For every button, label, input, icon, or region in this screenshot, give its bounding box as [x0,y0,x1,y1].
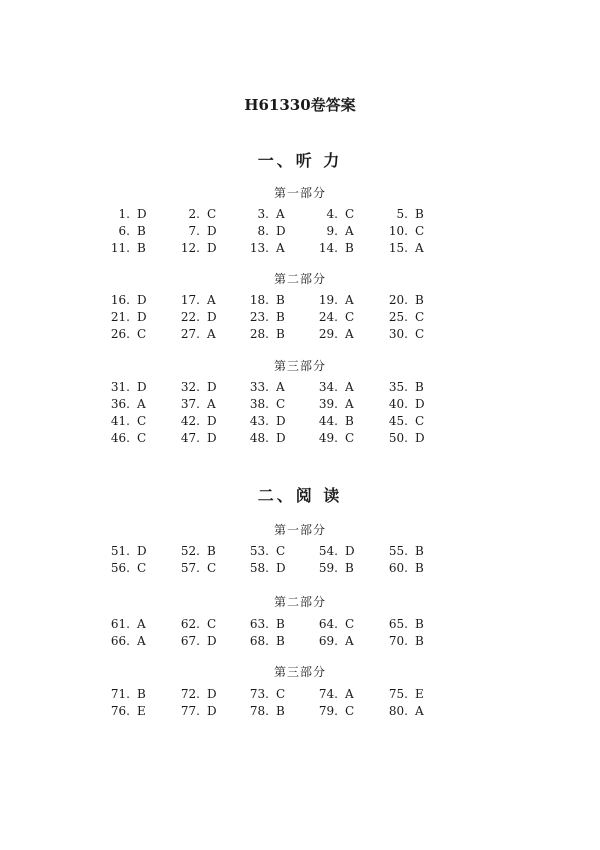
question-number: 26. [110,327,130,341]
question-number: 71. [110,687,130,701]
question-number: 3. [257,207,269,221]
answer-letter: D [137,207,147,221]
answer-grid [0,206,600,257]
answer-letter: A [345,397,354,411]
question-number: 44. [318,414,338,428]
answer-letter: A [207,397,216,411]
answer-letter: A [345,380,354,394]
answer-letter: A [137,617,146,631]
question-number: 50. [388,431,408,445]
answer-grid [0,616,600,650]
answer-item [384,560,474,577]
question-number: 39. [318,397,338,411]
question-number: 30. [388,327,408,341]
answer-letter: C [137,561,147,575]
question-number: 51. [110,544,130,558]
question-number: 73. [249,687,269,701]
answer-letter: D [207,241,217,255]
section-title-listening: 一、听 力 [257,151,343,170]
answer-item [384,616,474,633]
answer-row [0,206,600,223]
answer-row [0,379,600,396]
question-number: 72. [180,687,200,701]
answer-letter: B [276,634,285,648]
answer-letter: B [415,380,424,394]
page-title: H61330卷答案 [244,96,356,114]
answer-item [384,543,474,560]
answer-item [384,309,474,326]
answer-letter: B [137,224,146,238]
answer-letter: C [415,224,425,238]
answer-row [0,560,600,577]
answer-item [384,430,474,447]
question-number: 25. [388,310,408,324]
answer-letter: D [345,544,355,558]
part-title: 第三部分 [273,359,326,373]
answer-letter: C [345,704,355,718]
answer-item [384,396,474,413]
answer-letter: B [415,293,424,307]
answer-row [0,413,600,430]
answer-letter: C [415,327,425,341]
question-number: 54. [318,544,338,558]
answer-letter: B [345,241,354,255]
answer-letter: D [207,380,217,394]
question-number: 5. [396,207,408,221]
answer-letter: A [345,293,354,307]
question-number: 15. [388,241,408,255]
answer-item [384,240,474,257]
answer-letter: D [276,224,286,238]
answer-letter: D [207,704,217,718]
question-number: 55. [388,544,408,558]
answer-item [384,686,474,703]
answer-letter: B [345,414,354,428]
answer-letter: D [276,561,286,575]
answer-letter: C [207,207,217,221]
question-number: 48. [249,431,269,445]
answer-letter: B [415,634,424,648]
answer-item [384,703,474,720]
question-number: 18. [249,293,269,307]
question-number: 45. [388,414,408,428]
answer-grid [0,686,600,720]
question-number: 75. [388,687,408,701]
answer-letter: D [137,380,147,394]
answer-letter: C [207,561,217,575]
answer-row [0,292,600,309]
question-number: 77. [180,704,200,718]
answer-letter: A [345,327,354,341]
question-number: 59. [318,561,338,575]
question-number: 68. [249,634,269,648]
question-number: 53. [249,544,269,558]
answer-letter: A [137,634,146,648]
question-number: 66. [110,634,130,648]
question-number: 74. [318,687,338,701]
answer-letter: E [137,704,146,718]
answer-letter: B [345,561,354,575]
part-title: 第二部分 [273,272,326,286]
answer-letter: D [207,310,217,324]
question-number: 10. [388,224,408,238]
question-number: 35. [388,380,408,394]
answer-letter: A [276,207,285,221]
answer-letter: B [276,293,285,307]
question-number: 1. [118,207,130,221]
question-number: 21. [110,310,130,324]
question-number: 19. [318,293,338,307]
question-number: 27. [180,327,200,341]
question-number: 56. [110,561,130,575]
question-number: 8. [257,224,269,238]
answer-item [384,633,474,650]
question-number: 60. [388,561,408,575]
answer-row [0,703,600,720]
part-title: 第三部分 [273,665,326,679]
question-number: 4. [326,207,338,221]
answer-item [384,326,474,343]
answer-row [0,543,600,560]
question-number: 61. [110,617,130,631]
question-number: 69. [318,634,338,648]
answer-letter: C [415,310,425,324]
answer-letter: C [345,207,355,221]
answer-letter: B [137,687,146,701]
question-number: 62. [180,617,200,631]
question-number: 70. [388,634,408,648]
answer-grid [0,292,600,343]
question-number: 2. [188,207,200,221]
answer-letter: B [415,544,424,558]
answer-letter: A [415,241,424,255]
question-number: 24. [318,310,338,324]
question-number: 57. [180,561,200,575]
question-number: 65. [388,617,408,631]
answer-letter: E [415,687,424,701]
question-number: 9. [326,224,338,238]
answer-row [0,430,600,447]
question-number: 42. [180,414,200,428]
answer-letter: D [207,431,217,445]
answer-letter: C [137,414,147,428]
question-number: 76. [110,704,130,718]
answer-letter: B [276,704,285,718]
question-number: 37. [180,397,200,411]
answer-letter: A [207,327,216,341]
answer-letter: B [276,617,285,631]
question-number: 6. [118,224,130,238]
answer-letter: C [276,544,286,558]
answer-item [384,413,474,430]
question-number: 36. [110,397,130,411]
question-number: 17. [180,293,200,307]
question-number: 47. [180,431,200,445]
answer-letter: D [276,414,286,428]
part-title: 第一部分 [273,186,326,200]
answer-letter: B [415,561,424,575]
answer-letter: A [276,380,285,394]
part-title: 第一部分 [273,523,326,537]
answer-letter: A [345,224,354,238]
answer-item [384,292,474,309]
question-number: 29. [318,327,338,341]
answer-letter: C [415,414,425,428]
answer-letter: C [345,431,355,445]
question-number: 63. [249,617,269,631]
question-number: 32. [180,380,200,394]
question-number: 28. [249,327,269,341]
answer-letter: D [207,414,217,428]
answer-letter: C [137,431,147,445]
answer-letter: B [276,327,285,341]
question-number: 12. [180,241,200,255]
question-number: 34. [318,380,338,394]
answer-letter: D [137,544,147,558]
question-number: 49. [318,431,338,445]
answer-letter: C [276,397,286,411]
question-number: 16. [110,293,130,307]
part-title: 第二部分 [273,595,326,609]
answer-item [384,206,474,223]
answer-letter: C [345,617,355,631]
question-number: 46. [110,431,130,445]
answer-letter: D [207,687,217,701]
question-number: 78. [249,704,269,718]
question-number: 38. [249,397,269,411]
answer-letter: C [207,617,217,631]
answer-row [0,223,600,240]
question-number: 43. [249,414,269,428]
answer-letter: B [276,310,285,324]
answer-row [0,396,600,413]
answer-letter: D [137,293,147,307]
question-number: 31. [110,380,130,394]
question-number: 52. [180,544,200,558]
answer-item [384,379,474,396]
answer-letter: A [137,397,146,411]
answer-grid [0,543,600,577]
question-number: 79. [318,704,338,718]
answer-letter: D [137,310,147,324]
answer-row [0,616,600,633]
answer-row [0,633,600,650]
answer-row [0,686,600,703]
answer-letter: A [415,704,424,718]
question-number: 23. [249,310,269,324]
answer-letter: A [276,241,285,255]
answer-letter: D [415,397,425,411]
question-number: 58. [249,561,269,575]
answer-grid [0,379,600,447]
answer-letter: B [137,241,146,255]
answer-letter: C [276,687,286,701]
answer-row [0,240,600,257]
answer-letter: D [207,224,217,238]
question-number: 41. [110,414,130,428]
answer-letter: D [207,634,217,648]
answer-letter: C [137,327,147,341]
question-number: 7. [188,224,200,238]
answer-row [0,326,600,343]
question-number: 22. [180,310,200,324]
question-number: 11. [110,241,130,255]
answer-letter: A [207,293,216,307]
answer-letter: A [345,634,354,648]
question-number: 13. [249,241,269,255]
question-number: 67. [180,634,200,648]
answer-row [0,309,600,326]
question-number: 14. [318,241,338,255]
answer-letter: B [207,544,216,558]
section-title-reading: 二、阅 读 [257,486,343,505]
question-number: 33. [249,380,269,394]
answer-letter: C [345,310,355,324]
question-number: 64. [318,617,338,631]
answer-letter: B [415,617,424,631]
question-number: 20. [388,293,408,307]
answer-item [384,223,474,240]
answer-letter: D [276,431,286,445]
answer-letter: A [345,687,354,701]
answer-letter: B [415,207,424,221]
question-number: 80. [388,704,408,718]
answer-letter: D [415,431,425,445]
question-number: 40. [388,397,408,411]
